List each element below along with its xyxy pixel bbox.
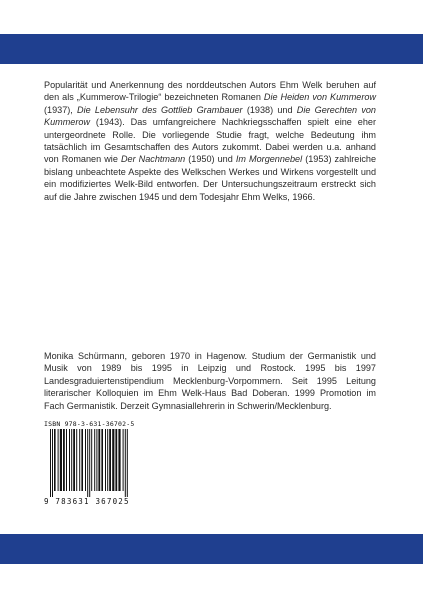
barcode-bar (71, 429, 72, 491)
barcode-bars (48, 429, 152, 497)
abstract-text-run: Popularität und Anerkennung des norddeutschen Autors Ehm Welk beruhen auf den als „Kummerow-Trilogie“ bezeichneten Romanen (44, 80, 376, 103)
barcode-bar (94, 429, 95, 491)
barcode-bar (66, 429, 67, 491)
barcode-bar (105, 429, 106, 491)
barcode-bar (127, 429, 128, 497)
barcode-bar (87, 429, 88, 497)
barcode-bar (60, 429, 62, 491)
barcode-digits: 9 783631 367025 (44, 497, 130, 506)
barcode-bar (109, 429, 111, 491)
barcode-bar (91, 429, 92, 491)
novel-title: Die Gerechten von Kummerow (44, 104, 376, 128)
abstract-text (44, 79, 376, 203)
barcode-bar (125, 429, 126, 497)
author-bio (44, 350, 376, 412)
barcode-bar (73, 429, 75, 491)
abstract-text-run: (1950) und (185, 154, 236, 165)
novel-title: Im Morgennebel (235, 154, 303, 165)
barcode-bar (98, 429, 100, 491)
abstract-text-run: (1943). Das umfangreichere Nachkriegsschaffen spielt eine eher untergeordnete Rolle. Die vorliegende Studie fragt, welche Bedeutung ihm tatsächlich im Gesamtschaffen des Autors zukommt. Dabei werden u.a. anhand von Romanen wie (44, 117, 376, 165)
barcode-bar (112, 429, 114, 491)
abstract-text-run: (1953) zahlreiche bislang unbeachtete Aspekte des Welkschen Werkes und Wirkens vorgestellt und ein modifiziertes Welk-Bild entworfen. Der Untersuchungszeitraum erstreckt sich auf die Jahre zwischen 1945 und dem Todesjahr Ehm Welks, 1966. (44, 154, 376, 202)
barcode-bar (123, 429, 124, 491)
novel-title: Die Heiden von Kummerow (263, 92, 376, 103)
isbn-label: ISBN 978-3-631-36702-5 (44, 420, 135, 428)
top-color-band (0, 34, 423, 64)
barcode-bar (50, 429, 51, 497)
bottom-color-band (0, 534, 423, 564)
barcode-bar (118, 429, 120, 491)
barcode-bar (89, 429, 90, 497)
barcode-bar (81, 429, 83, 491)
novel-title: Der Nachtmann (120, 154, 186, 165)
barcode-bar (101, 429, 103, 491)
barcode-bar (85, 429, 86, 491)
author-bio-paragraph: Monika Schürmann, geboren 1970 in Hagenow. Studium der Germanistik und Musik von 1989 bis 1995 in Leipzig und Rostock. 1995 bis 1997 Landesgraduiertenstipendium Mecklenburg-Vorpommern. Seit 1995 Leitung literarischer Kolloquien im Ehm Welk-Haus Bad Doberan. 1999 Promotion im Fach Germanistik. Derzeit Gymnasiallehrerin in Schwerin/Mecklenburg. (44, 351, 376, 411)
abstract-paragraph (44, 79, 376, 203)
barcode-bar (79, 429, 80, 491)
abstract-text-run: (1938) und (242, 104, 297, 115)
barcode-bar (115, 429, 117, 491)
isbn-barcode (44, 420, 156, 512)
barcode-bar (96, 429, 97, 491)
novel-title: Die Lebensuhr des Gottlieb Grambauer (77, 104, 243, 115)
abstract-text-run: (1937), (44, 104, 78, 115)
barcode-bar (54, 429, 56, 491)
barcode-bar (107, 429, 108, 491)
barcode-bar (63, 429, 65, 491)
barcode-bar (76, 429, 77, 491)
barcode-bar (52, 429, 53, 497)
barcode-bar (69, 429, 70, 491)
barcode-bar (58, 429, 59, 491)
